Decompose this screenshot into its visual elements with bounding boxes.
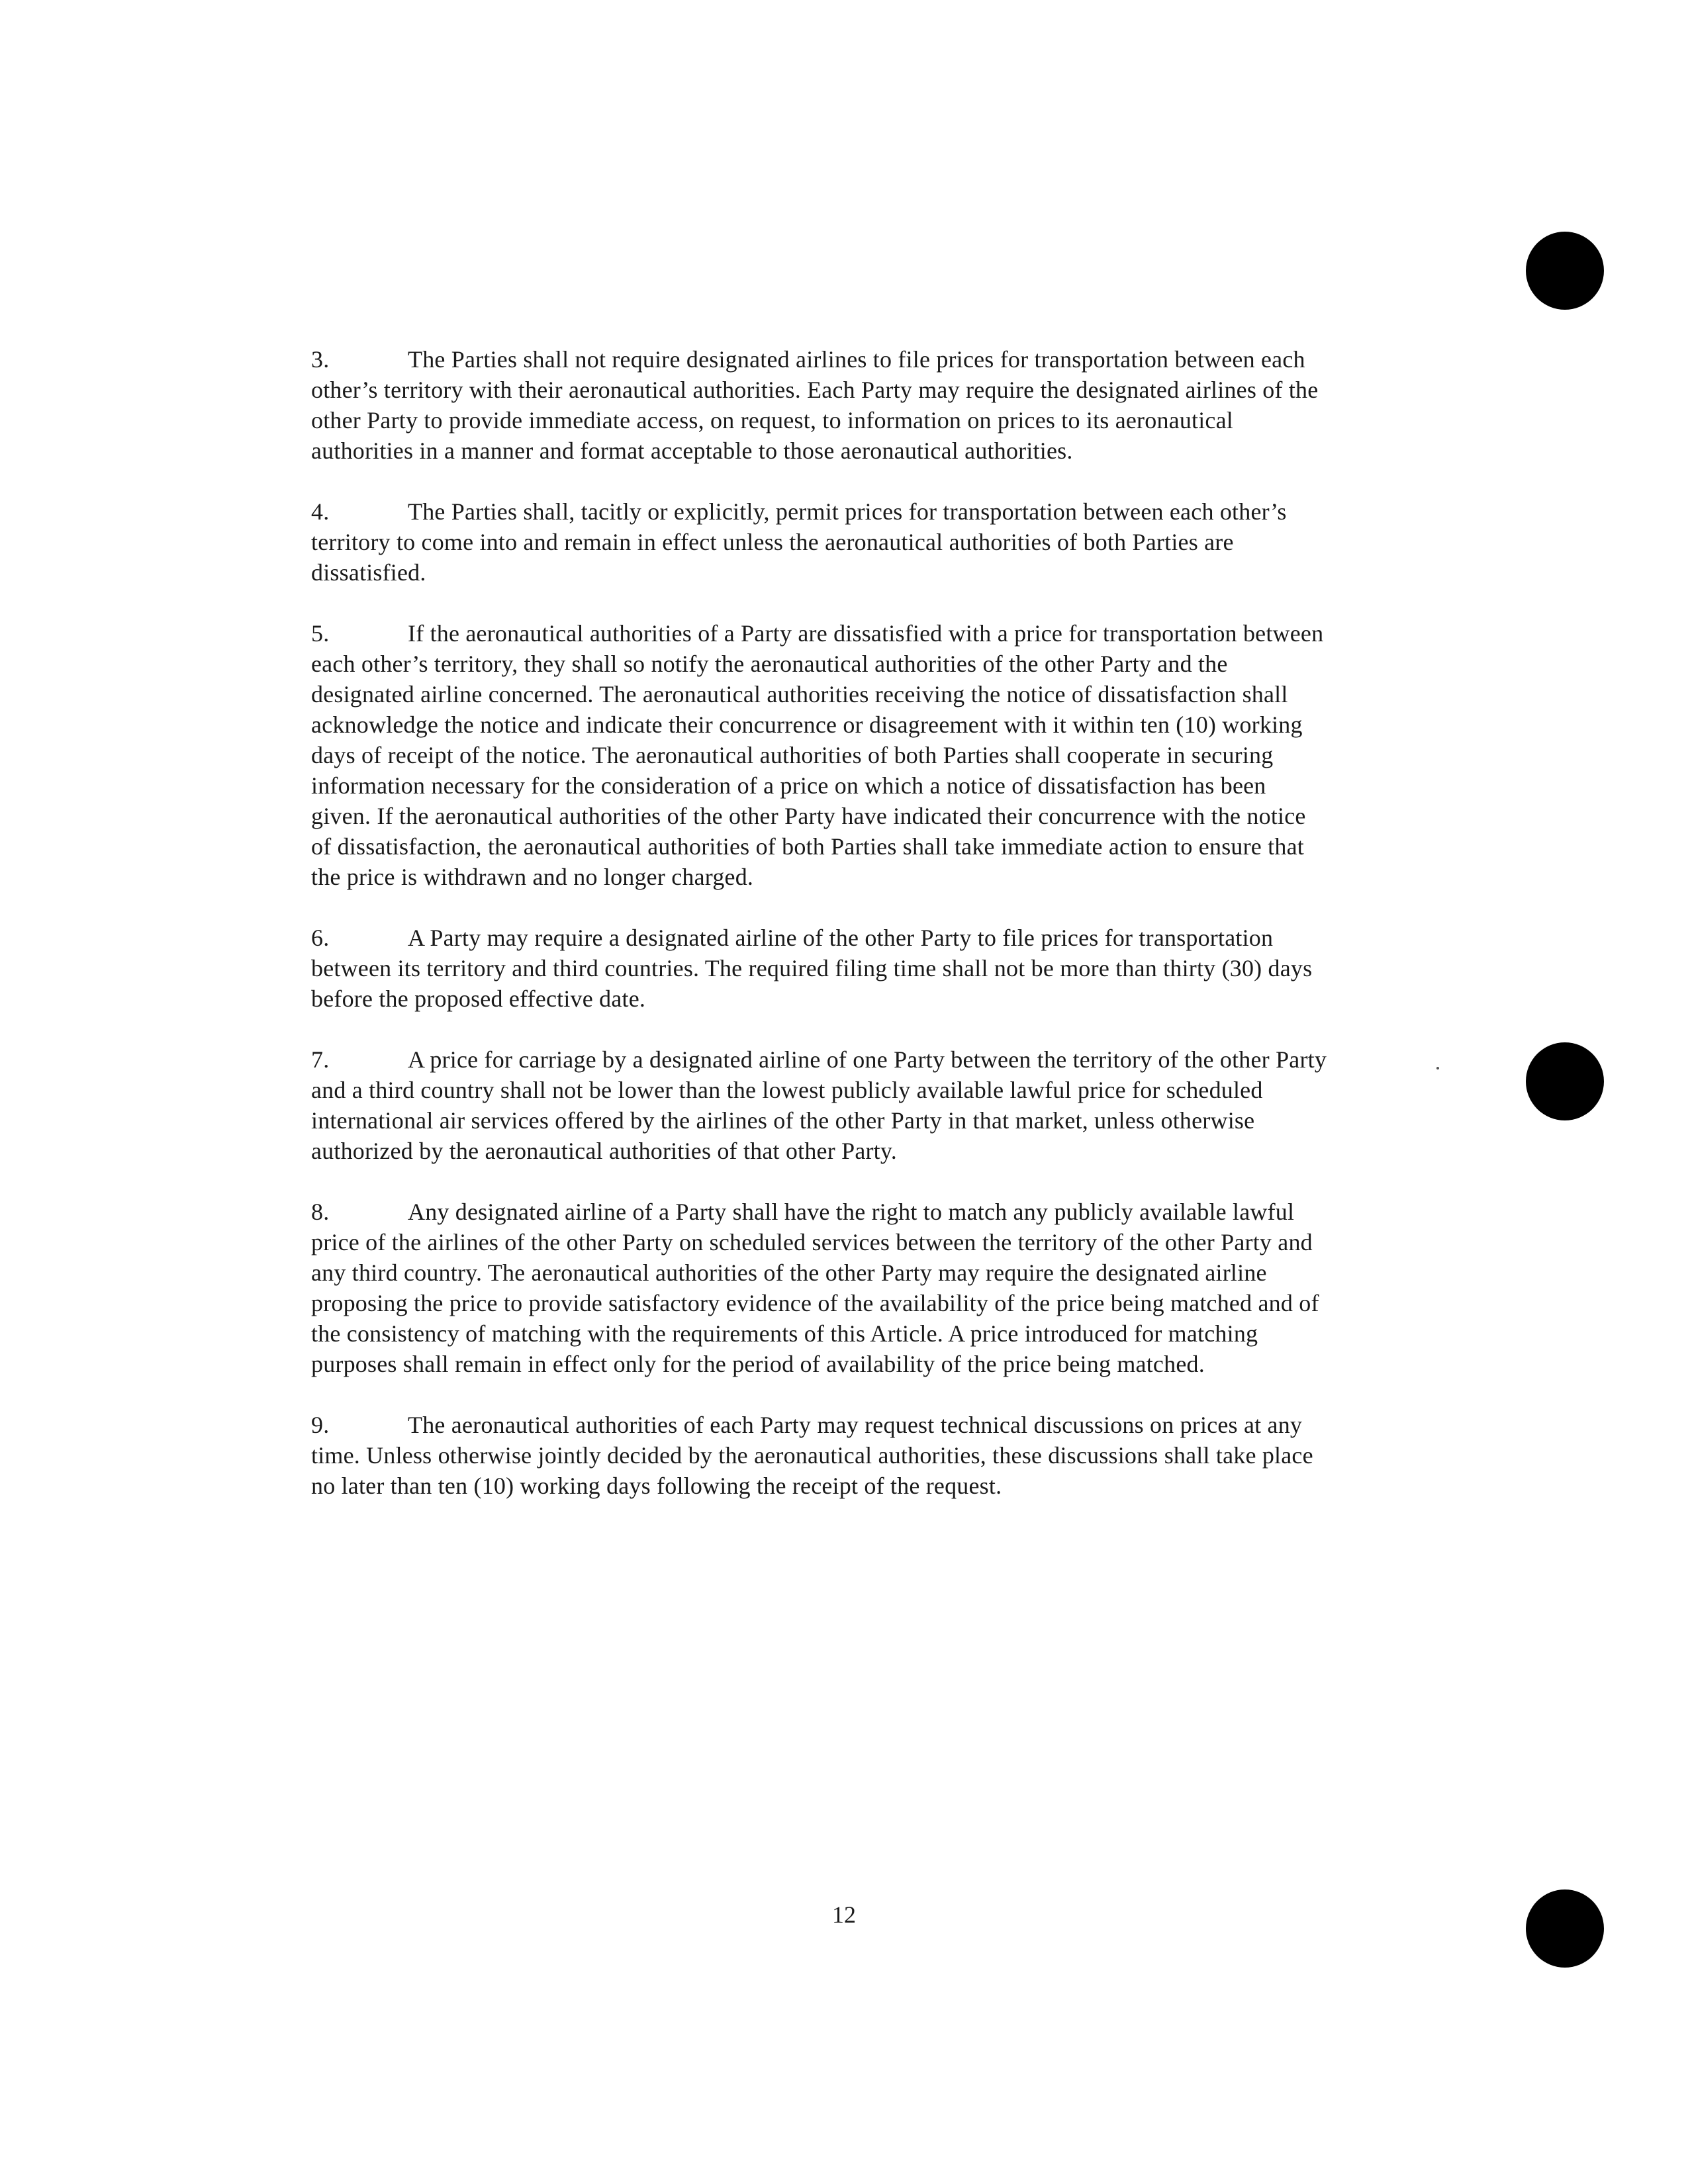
paragraph-number: 6. — [311, 925, 330, 951]
punch-hole-middle — [1526, 1042, 1604, 1120]
paragraph-7 — [311, 1044, 1331, 1166]
paragraph-9 — [311, 1410, 1331, 1501]
paragraph-number: 5. — [311, 620, 330, 647]
paragraph-8 — [311, 1197, 1331, 1379]
paragraph-text: The Parties shall not require designated airlines to file prices for transportation between each other’s territory with their aeronautical authorities. Each Party may require the designated airlines of the other Party to provide immediate access, on request, to information on prices to its aeronautical authorities in a manner and format acceptable to those aeronautical authorities. — [311, 346, 1319, 464]
paragraph-number: 7. — [311, 1046, 330, 1073]
paragraph-6 — [311, 923, 1331, 1014]
paragraph-4 — [311, 496, 1331, 588]
paragraph-3 — [311, 344, 1331, 466]
body-text — [311, 344, 1331, 1531]
paragraph-number: 8. — [311, 1199, 330, 1225]
scan-speck — [1436, 1067, 1439, 1069]
paragraph-text: The aeronautical authorities of each Party may request technical discussions on prices at any time. Unless otherwise jointly decided by the aeronautical authorities, these discussions shall take place no later than ten (10) working days following the receipt of the request. — [311, 1412, 1313, 1499]
punch-hole-top — [1526, 232, 1604, 310]
paragraph-text: If the aeronautical authorities of a Party are dissatisfied with a price for transportation between each other’s territory, they shall so notify the aeronautical authorities of the other Party and the designated airline concerned. The aeronautical authorities receiving the notice of dissatisfaction shall acknowledge the notice and indicate their concurrence or disagreement with it within ten (10) working days of receipt of the notice. The aeronautical authorities of both Parties shall cooperate in securing information necessary for the consideration of a price on which a notice of dissatisfaction has been given. If the aeronautical authorities of the other Party have indicated their concurrence with the notice of dissatisfaction, the aeronautical authorities of both Parties shall take immediate action to ensure that the price is withdrawn and no longer charged. — [311, 620, 1324, 890]
paragraph-text: Any designated airline of a Party shall have the right to match any publicly available lawful price of the airlines of the other Party on scheduled services between the territory of the other Party and any third country. The aeronautical authorities of the other Party may require the designated airline proposing the price to provide satisfactory evidence of the availability of the price being matched and of the consistency of matching with the requirements of this Article. A price introduced for matching purposes shall remain in effect only for the period of availability of the price being matched. — [311, 1199, 1319, 1377]
paragraph-number: 3. — [311, 346, 330, 373]
paragraph-text: A price for carriage by a designated airline of one Party between the territory of the other Party and a third country shall not be lower than the lowest publicly available lawful price for scheduled international air services offered by the airlines of the other Party in that market, unless otherwise authorized by the aeronautical authorities of that other Party. — [311, 1046, 1327, 1164]
paragraph-text: A Party may require a designated airline of the other Party to file prices for transportation between its territory and third countries. The required filing time shall not be more than thirty (30) days before the proposed effective date. — [311, 925, 1313, 1012]
paragraph-number: 9. — [311, 1412, 330, 1438]
paragraph-5 — [311, 618, 1331, 892]
paragraph-number: 4. — [311, 498, 330, 525]
page-number: 12 — [832, 1901, 856, 1928]
paragraph-text: The Parties shall, tacitly or explicitly, permit prices for transportation between each other’s territory to come into and remain in effect unless the aeronautical authorities of both Parties are dissatisfied. — [311, 498, 1287, 586]
